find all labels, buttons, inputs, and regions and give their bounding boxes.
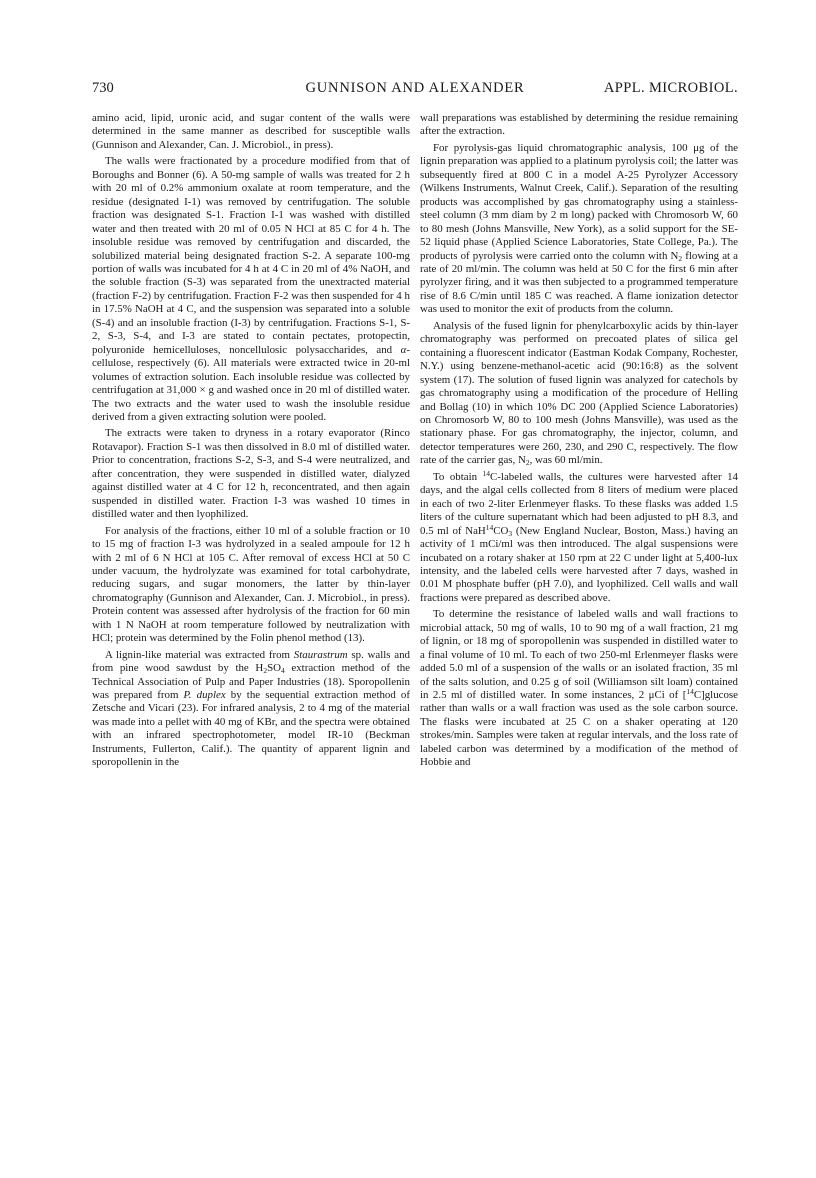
journal-name: APPL. MICROBIOL.	[603, 80, 738, 96]
paragraph: wall preparations was established by determining the residue remaining after the extraction.	[420, 112, 738, 138]
right-column	[420, 112, 738, 770]
paragraph: For analysis of the fractions, either 10 ml of a soluble fraction or 10 to 15 mg of fraction I-3 was hydrolyzed in a sealed ampoule for 12 h with 2 ml of 6 N HCl at 105 C. After removal of excess HCl at 50 C under vacuum, the hydrolyzate was examined for total carbohydrate, reducing sugars, and sugar monomers, the latter by thin-layer chromatography (Gunnison and Alexander, Can. J. Microbiol., in press). Protein content was assessed after hydrolysis of the fraction for 60 min with 1 N NaOH at room temperature followed by neutralization with HCl; protein was determined by the Folin phenol method (13).	[92, 524, 410, 645]
running-authors: GUNNISON AND ALEXANDER	[305, 80, 525, 96]
running-header	[92, 80, 738, 100]
paragraph: The walls were fractionated by a procedure modified from that of Boroughs and Bonner (6). A 50-mg sample of walls was treated for 2 h with 20 ml of 0.2% ammonium oxalate at room temperature, and the residue (designated I-1) was removed by centrifugation. The soluble fraction was designated S-1. Fraction I-1 was washed with distilled water and then treated with 20 ml of 0.05 N HCl at 85 C for 4 h. The insoluble residue was removed by centrifugation and discarded, the solubilized material being designated fraction S-2. A separate 100-mg portion of walls was incubated for 4 h at 4 C in 20 ml of 4% NaOH, and the soluble fraction (S-3) was separated from the unextracted material (fraction F-2) by centrifugation. Fraction F-2 was then suspended for 4 h in 17.5% NaOH at 4 C, and the suspension was separated into a soluble (S-4) and an insoluble fraction (I-3) by centrifugation. Fractions S-1, S-2, S-3, S-4, and I-3 are stated to contain pectates, protopectin, polyuronide hemicelluloses, noncellulosic polysaccharides, and α-cellulose, respectively (6). All materials were extracted twice in 20-ml volumes of extraction solution. Each insoluble residue was collected by centrifugation at 31,000 × g and washed once in 20 ml of distilled water. The two extracts and the water used to wash the insoluble residue derived from a given extracting solution were pooled.	[92, 155, 410, 423]
paragraph: To determine the resistance of labeled walls and wall fractions to microbial attack, 50 mg of walls, 10 to 90 mg of a wall fraction, 21 mg of lignin, or 18 mg of sporopollenin was suspended in distilled water to a final volume of 10 ml. To each of two 250-ml Erlenmeyer flasks were added 5.0 ml of a suspension of the walls or an isolated fraction, 35 ml of the salts solution, and 0.25 g of soil (Williamson silt loam) contained in 2.5 ml of distilled water. In some instances, 2 μCi of [$^{14}$C]glucose rather than walls or a wall fraction was used as the sole carbon source. The flasks were incubated at 25 C on a shaker operating at 120 strokes/min. Samples were taken at regular intervals, and the loss rate of labeled carbon was determined by a modification of the method of Hobbie and	[420, 608, 738, 769]
page-number: 730	[92, 80, 114, 96]
paragraph: The extracts were taken to dryness in a rotary evaporator (Rinco Rotavapor). Fraction S-1 was then dissolved in 8.0 ml of distilled water. Prior to concentration, fractions S-2, S-3, and S-4 were neutralized, and after concentration, they were suspended in distilled water, dialyzed against distilled water at 4 C for 12 h, reconcentrated, and then again suspended in distilled water. Fraction I-3 was washed 10 times in distilled water and then lyophilized.	[92, 427, 410, 521]
paragraph: Analysis of the fused lignin for phenylcarboxylic acids by thin-layer chromatography was performed on precoated plates of silica gel containing a fluorescent indicator (Eastman Kodak Company, Rochester, N.Y.) using benzene-methanol-acetic acid (90:16:8) as the solvent system (17). The solution of fused lignin was analyzed for catechols by gas chromatography using a modification of the procedure of Helling and Bollag (10) in which 10% DC 200 (Applied Science Laboratories) on Chromosorb W, 80 to 100 mesh (Johns Mansville), was used as the stationary phase. For gas chromatography, the injector, column, and detector temperatures were 260, 230, and 290 C, respectively. The flow rate of the carrier gas, $N_2$, was 60 ml/min.	[420, 319, 738, 468]
paragraph: To obtain $^{14}$C-labeled walls, the cultures were harvested after 14 days, and the algal cells collected from 8 liters of medium were placed in each of two 2-liter Erlenmeyer flasks. To these flasks was added 1.5 liters of the culture supernatant which had been adjusted to pH 8.3, and 0.5 ml of $NaH^{14}CO_3$ (New England Nuclear, Boston, Mass.) having an activity of 1 mCi/ml was then introduced. The algal suspensions were incubated on a rotary shaker at 150 rpm at 22 C under light at 5,400-lux intensity, and the labeled cells were harvested after 7 days, washed in 0.01 M phosphate buffer (pH 7.0), and lyophilized. Cell walls and wall fractions were prepared as described above.	[420, 468, 738, 604]
paragraph: For pyrolysis-gas liquid chromatographic analysis, 100 μg of the lignin preparation was applied to a platinum pyrolysis coil; the latter was subsequently fired at 800 C in a model A-25 Pyrolyzer Accessory (Wilkens Instruments, Walnut Creek, Calif.). Separation of the resulting products was accomplished by gas chromatography using a stainless-steel column (3 mm diam by 2 m long) packed with Chromosorb W, 60 to 80 mesh (Johns Mansville, New York), as a solid support for the SE-52 liquid phase (Applied Science Laboratories, State College, Pa.). The products of pyrolysis were carried onto the column with $N_2$ flowing at a rate of 20 ml/min. The column was held at 50 C for the first 6 min after pyrolyzer firing, and it was then subjected to a programmed temperature rise of 8.6 C/min until 185 C was reached. A flame ionization detector was used to monitor the exit of products from the column.	[420, 141, 738, 316]
paragraph: amino acid, lipid, uronic acid, and sugar content of the walls were determined in the same manner as described for susceptible walls (Gunnison and Alexander, Can. J. Microbiol., in press).	[92, 112, 410, 151]
left-column	[92, 112, 410, 770]
paragraph: A lignin-like material was extracted from Staurastrum sp. walls and from pine wood sawdust by the $H_2SO_4$ extraction method of the Technical Association of Pulp and Paper Industries (18). Sporopollenin was prepared from P. duplex by the sequential extraction method of Zetsche and Vicari (23). For infrared analysis, 2 to 4 mg of the material was made into a pellet with 40 mg of KBr, and the spectra were obtained with an infrared spectrophotometer, model IR-10 (Beckman Instruments, Fullerton, Calif.). The quantity of apparent lignin and sporopollenin in the	[92, 648, 411, 769]
